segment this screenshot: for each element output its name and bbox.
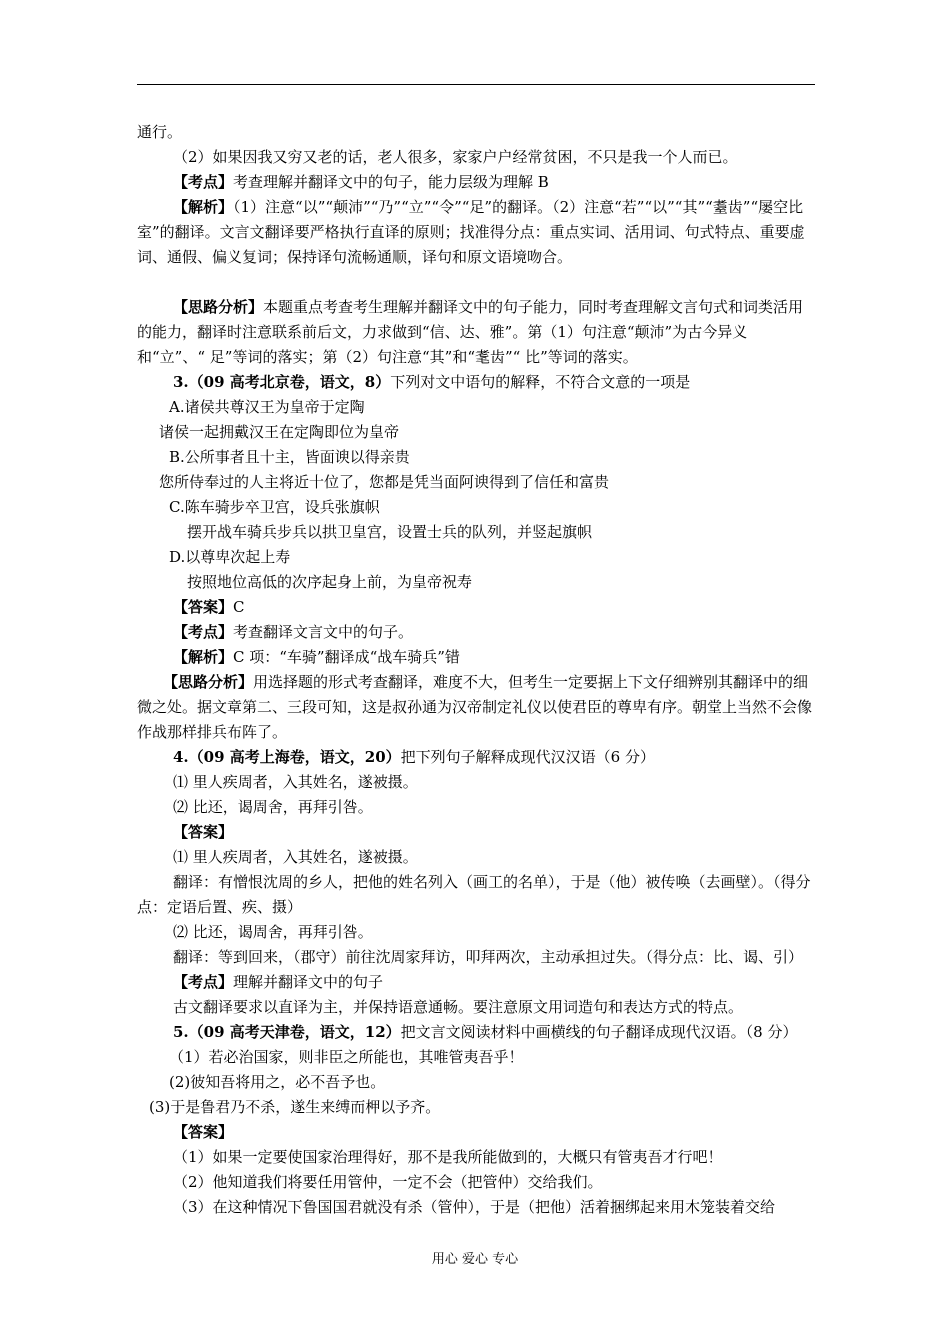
question-source: 5.（09 高考天津卷，语文，12） bbox=[173, 1023, 401, 1041]
paragraph-line: 通行。 bbox=[137, 123, 183, 141]
kaodian-line bbox=[137, 170, 815, 195]
jiexi-line bbox=[137, 645, 815, 670]
question-heading bbox=[137, 745, 815, 770]
question-text: 把文言文阅读材料中画横线的句子翻译成现代汉语。（8 分） bbox=[400, 1023, 798, 1041]
question-heading bbox=[137, 1020, 815, 1045]
section-text: 用选择题的形式考查翻译，难度不大，但考生一定要据上下文仔细辨别其翻译中的细微之处。据文章第二、三段可知，这是叔孙通为汉帝制定礼仪以使君臣的尊卑有序。朝堂上当然不会像作战那样排兵布阵了。 bbox=[137, 673, 813, 741]
answer-line bbox=[137, 1120, 815, 1145]
answer-line bbox=[137, 820, 815, 845]
section-text: C bbox=[233, 598, 245, 616]
answer-item: （2）他知道我们将要任用管仲，一定不会（把管仲）交给我们。 bbox=[173, 1173, 603, 1191]
option-line: C.陈车骑步卒卫宫，设兵张旗帜 bbox=[169, 498, 380, 516]
section-tag: 【考点】 bbox=[173, 973, 234, 991]
answer-item: （1）如果一定要使国家治理得好，那不是我所能做到的，大概只有管夷吾才行吧！ bbox=[173, 1148, 723, 1166]
translation-line: 翻译：等到回来，（郡守）前往沈周家拜访，叩拜两次，主动承担过失。（得分点：比、谒、引） bbox=[173, 948, 804, 966]
question-item: ⑴ 里人疾周者，入其姓名，遂被摄。 bbox=[173, 773, 418, 791]
section-tag: 【考点】 bbox=[173, 623, 234, 641]
option-line: D.以尊卑次起上寿 bbox=[169, 548, 291, 566]
section-text: 考查理解并翻译文中的句子，能力层级为理解 B bbox=[233, 173, 549, 191]
question-item: （1）若必治国家，则非臣之所能也，其唯管夷吾乎！ bbox=[169, 1048, 524, 1066]
paragraph-line: 古文翻译要求以直译为主，并保持语意通畅。要注意原文用词造句和表达方式的特点。 bbox=[173, 998, 744, 1016]
document-body bbox=[137, 120, 815, 1220]
answer-item: ⑵ 比还，谒周舍，再拜引咎。 bbox=[173, 923, 373, 941]
option-explanation: 您所侍奉过的人主将近十位了，您都是凭当面阿谀得到了信任和富贵 bbox=[159, 473, 610, 491]
section-tag: 【解析】 bbox=[173, 198, 234, 216]
option-line: B.公所事者且十主，皆面谀以得亲贵 bbox=[169, 448, 410, 466]
question-source: 3.（09 高考北京卷，语文，8） bbox=[173, 373, 391, 391]
section-tag: 【答案】 bbox=[173, 823, 234, 841]
option-explanation: 按照地位高低的次序起身上前，为皇帝祝寿 bbox=[187, 573, 473, 591]
silu-paragraph bbox=[137, 670, 815, 745]
question-text: 把下列句子解释成现代汉汉语（6 分） bbox=[400, 748, 655, 766]
section-tag: 【解析】 bbox=[173, 648, 234, 666]
kaodian-line bbox=[137, 970, 815, 995]
section-tag: 【答案】 bbox=[173, 1123, 234, 1141]
question-heading bbox=[137, 370, 815, 395]
answer-item: （3）在这种情况下鲁国国君就没有杀（管仲），于是（把他）活着捆绑起来用木笼装着交给 bbox=[173, 1198, 776, 1216]
answer-item: ⑴ 里人疾周者，入其姓名，遂被摄。 bbox=[173, 848, 418, 866]
section-tag: 【思路分析】 bbox=[173, 298, 264, 316]
option-explanation: 诸侯一起拥戴汉王在定陶即位为皇帝 bbox=[159, 423, 400, 441]
section-text: （1）注意“以”“颠沛”“乃”“立”“令”“足”的翻译。（2）注意“若”“以”“其”“耋齿”“屡空比室”的翻译。文言文翻译要严格执行直译的原则；找准得分点：重点实词、活用词、句式特点、重要虚词、通假、偏义复词；保持译句流畅通顺，译句和原文语境吻合。 bbox=[137, 198, 805, 266]
section-tag: 【思路分析】 bbox=[163, 673, 254, 691]
silu-paragraph bbox=[137, 295, 815, 370]
kaodian-line bbox=[137, 620, 815, 645]
paragraph-line: （2）如果因我又穷又老的话，老人很多，家家户户经常贫困，不只是我一个人而已。 bbox=[173, 148, 738, 166]
section-tag: 【答案】 bbox=[173, 598, 234, 616]
translation-paragraph: 翻译：有憎恨沈周的乡人，把他的姓名列入（画工的名单），于是（他）被传唤（去画壁）。（得分点：定语后置、疾、摄） bbox=[137, 873, 811, 916]
question-item: ⑵ 比还，谒周舍，再拜引咎。 bbox=[173, 798, 373, 816]
answer-line bbox=[137, 595, 815, 620]
section-text: 理解并翻译文中的句子 bbox=[233, 973, 384, 991]
question-item: (3)于是鲁君乃不杀，遂生来缚而柙以予齐。 bbox=[149, 1098, 441, 1116]
section-text: 考查翻译文言文中的句子。 bbox=[233, 623, 414, 641]
section-tag: 【考点】 bbox=[173, 173, 234, 191]
option-line: A.诸侯共尊汉王为皇帝于定陶 bbox=[169, 398, 365, 416]
question-text: 下列对文中语句的解释，不符合文意的一项是 bbox=[390, 373, 691, 391]
section-text: C 项：“车骑”翻译成“战车骑兵”错 bbox=[233, 648, 460, 666]
question-source: 4.（09 高考上海卷，语文，20） bbox=[173, 748, 401, 766]
jiexi-paragraph bbox=[137, 195, 815, 295]
question-item: (2)彼知吾将用之，必不吾予也。 bbox=[169, 1073, 386, 1091]
option-explanation: 摆开战车骑兵步兵以拱卫皇宫，设置士兵的队列，并竖起旗帜 bbox=[187, 523, 593, 541]
header-rule bbox=[137, 84, 815, 85]
section-text: 本题重点考查考生理解并翻译文中的句子能力，同时考查理解文言句式和词类活用的能力，翻译时注意联系前后文，力求做到“信、达、雅”。第（1）句注意“颠沛”为古今异义和“立”、“ 足”等词的落实；第（2）句注意“其”和“耄齿”“ 比”等词的落实。 bbox=[137, 298, 804, 366]
page-footer: 用心 爱心 专心 bbox=[431, 1252, 519, 1267]
